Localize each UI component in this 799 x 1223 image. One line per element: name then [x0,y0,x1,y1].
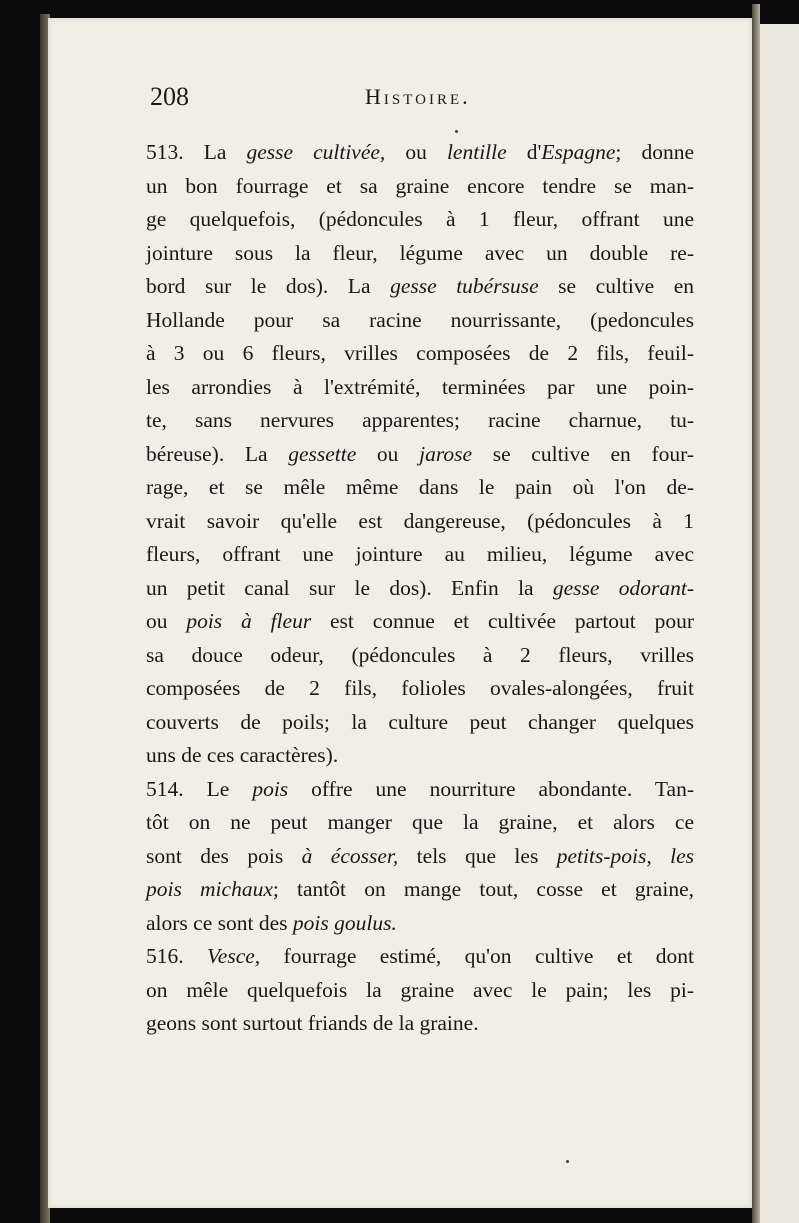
text-run: sont des pois [146,843,302,868]
text-line [146,605,694,639]
text-line [146,639,694,673]
page-right-edge [752,4,760,1223]
text-line [146,505,694,539]
text-run: un petit canal sur le dos). Enfin la [146,575,553,600]
text-run: te, sans nervures apparentes; racine charnue, tu- [146,408,694,432]
text-run: 514. Le [146,776,253,801]
text-line [146,203,694,237]
text-run: jointure sous la fleur, légume avec un double re- [146,240,694,265]
italic-term: gesse odorant- [552,575,694,600]
text-run: on mêle quelquefois la graine avec le pain; les pi- [146,977,694,1002]
text-line [146,806,694,840]
text-line [146,538,694,572]
text-line [146,404,694,438]
text-run: alors ce sont des [146,910,293,935]
text-run: d' [506,140,542,164]
text-run: ou [146,609,187,633]
text-run: geons sont surtout friands de la graine. [146,1011,479,1035]
italic-term: gessette [288,441,357,466]
text-line [146,337,694,371]
text-run: Hollande pour sa racine nourrissante, (pedoncules [146,307,694,332]
print-speck [566,1160,569,1163]
text-run: se cultive en [538,274,695,298]
text-run: à 3 ou 6 fleurs, vrilles composées de 2 fils, feuil- [146,341,694,365]
text-line [146,974,694,1008]
text-line [146,672,694,706]
text-run: tels que les [398,843,557,868]
text-line [146,304,694,338]
text-run: 513. La [146,140,247,164]
page-number: 208 [150,82,189,111]
text-run: ou [356,441,420,466]
italic-term: pois goulus. [292,910,397,935]
text-line [146,371,694,405]
italic-term: pois à fleur [186,609,312,633]
text-line [146,438,694,472]
text-run: tôt on ne peut manger que la graine, et alors ce [146,810,694,834]
text-run: uns de ces caractères). [146,743,339,767]
text-run: sa douce odeur, (pédoncules à 2 fleurs, vrilles [146,642,694,667]
italic-term: Vesce, [207,944,261,968]
text-run: est connue et cultivée partout pour [311,609,694,633]
text-run: bord sur le dos). La [146,274,391,298]
text-run: ; donne [615,140,694,164]
text-run: fourrage estimé, qu'on cultive et dont [260,944,694,968]
text-run: fleurs, offrant une jointure au milieu, légume avec [146,542,694,566]
text-line [146,170,694,204]
text-line [146,873,694,907]
italic-term: lentille [446,140,507,164]
italic-term: à écosser, [301,843,399,868]
text-run: rage, et se mêle même dans le pain où l'on de- [146,475,694,499]
text-line [146,739,694,773]
text-run: ge quelquefois, (pédoncules à 1 fleur, offrant une [146,207,694,231]
text-run: un bon fourrage et sa graine encore tendre se man- [146,173,694,198]
text-line [146,940,694,974]
italic-term: Espagne [541,140,616,164]
text-run: offre une nourriture abondante. Tan- [288,776,694,801]
text-run: béreuse). La [146,441,289,466]
running-title: Histoire. [365,84,471,109]
text-line [146,572,694,606]
text-run: composées de 2 fils, folioles ovales-alongées, fruit [146,676,694,700]
italic-term: gesse tubérsuse [390,274,539,298]
text-line [146,706,694,740]
next-page-strip [760,24,799,1223]
text-run: 516. [146,944,208,968]
italic-term: gesse cultivée, [246,140,386,164]
text-run: les arrondies à l'extrémité, terminées par une poin- [146,374,694,399]
text-run: ; tantôt on mange tout, cosse et graine, [272,877,694,901]
text-line [146,907,694,941]
text-line [146,471,694,505]
text-line [146,270,694,304]
text-run: ou [385,140,447,164]
text-run: se cultive en four- [472,441,694,466]
text-line [146,840,694,874]
page-header [150,82,510,122]
text-run: couverts de poils; la culture peut changer quelques [146,709,694,734]
print-speck [455,130,458,133]
text-line [146,773,694,807]
italic-term: pois [252,776,289,801]
text-run: vrait savoir qu'elle est dangereuse, (pédoncules à 1 [146,508,694,533]
italic-term: pois michaux [146,877,273,901]
italic-term: petits-pois, les [556,843,694,868]
text-line [146,1007,694,1041]
body-text [146,136,694,1041]
text-line [146,136,694,170]
text-line [146,237,694,271]
italic-term: jarose [419,441,473,466]
